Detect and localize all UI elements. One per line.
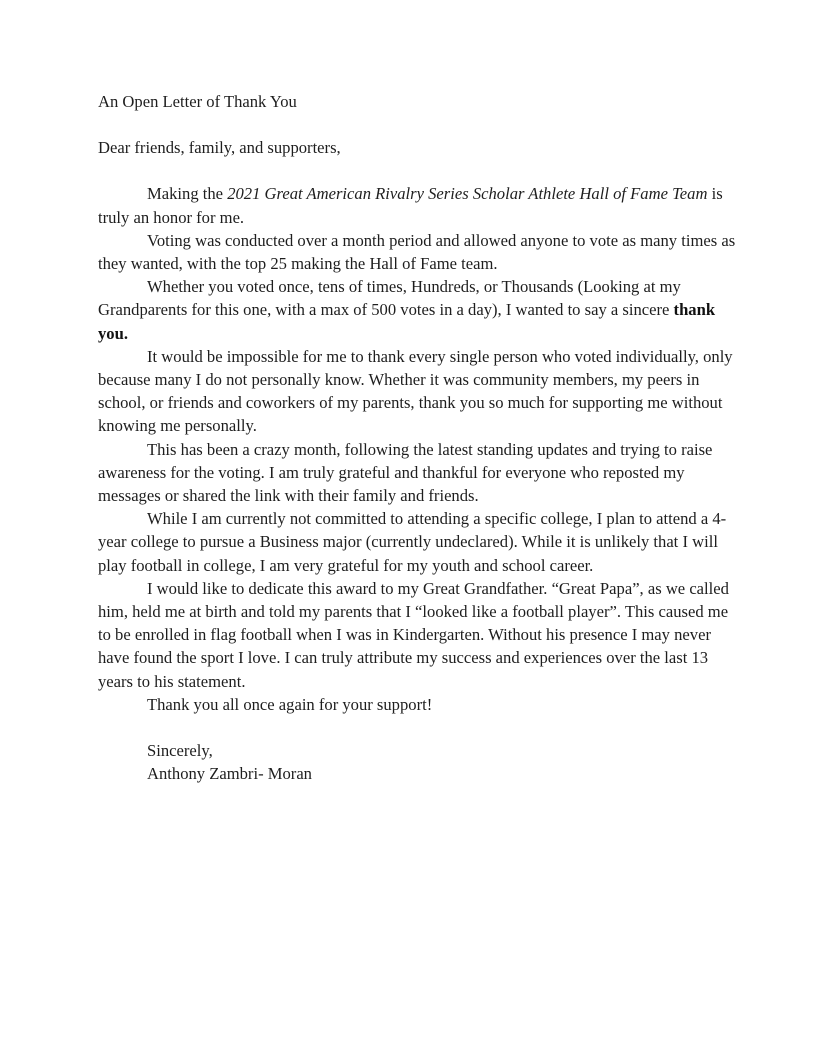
letter-page: [98, 90, 738, 785]
closing-line: Sincerely,: [147, 741, 213, 761]
paragraph-honor: [98, 182, 738, 228]
letter-title: An Open Letter of Thank You: [98, 92, 297, 111]
paragraph-supporters: It would be impossible for me to thank every single person who voted individually, only because many I do not personally know. Whether it was community members, my peers in school, or friends and coworkers of my parents, thank you so much for supporting me without knowing me personally.: [98, 346, 733, 436]
paragraph-thanks: [98, 275, 738, 345]
paragraph-closing-thanks: Thank you all once again for your support!: [147, 694, 433, 714]
signature-block: [147, 739, 738, 785]
paragraph-college: While I am currently not committed to attending a specific college, I plan to attend a 4-year college to pursue a Business major (currently undeclared). While it is unlikely that I will play football in college, I am very grateful for my youth and school career.: [98, 509, 727, 575]
award-name: 2021 Great American Rivalry Series Scholar Athlete Hall of Fame Team: [227, 184, 708, 204]
salutation: Dear friends, family, and supporters,: [98, 138, 341, 158]
letter-body: [98, 182, 738, 716]
paragraph-dedication: I would like to dedicate this award to my Great Grandfather. “Great Papa”, as we called him, held me at birth and told my parents that I “looked like a football player”. This caused me to be enrolled in flag football when I was in Kindergarten. Without his presence I may never have found the sport I love. I can truly attribute my success and experiences over the last 13 years to his statement.: [98, 578, 729, 691]
paragraph-honor-lead: Making the: [147, 184, 228, 204]
signature-name: Anthony Zambri- Moran: [147, 764, 312, 784]
paragraph-honor-tail: is truly an honor for me.: [98, 184, 723, 227]
thank-you-emphasis: thank you.: [98, 300, 716, 343]
paragraph-thanks-lead: Whether you voted once, tens of times, Hundreds, or Thousands (Looking at my Grandparents for this one, with a max of 500 votes in a day), I wanted to say a sincere: [98, 277, 681, 320]
paragraph-month: This has been a crazy month, following the latest standing updates and trying to raise awareness for the voting. I am truly grateful and thankful for everyone who reposted my messages or shared the link with their family and friends.: [98, 439, 713, 506]
paragraph-voting: Voting was conducted over a month period and allowed anyone to vote as many times as they wanted, with the top 25 making the Hall of Fame team.: [98, 230, 736, 274]
